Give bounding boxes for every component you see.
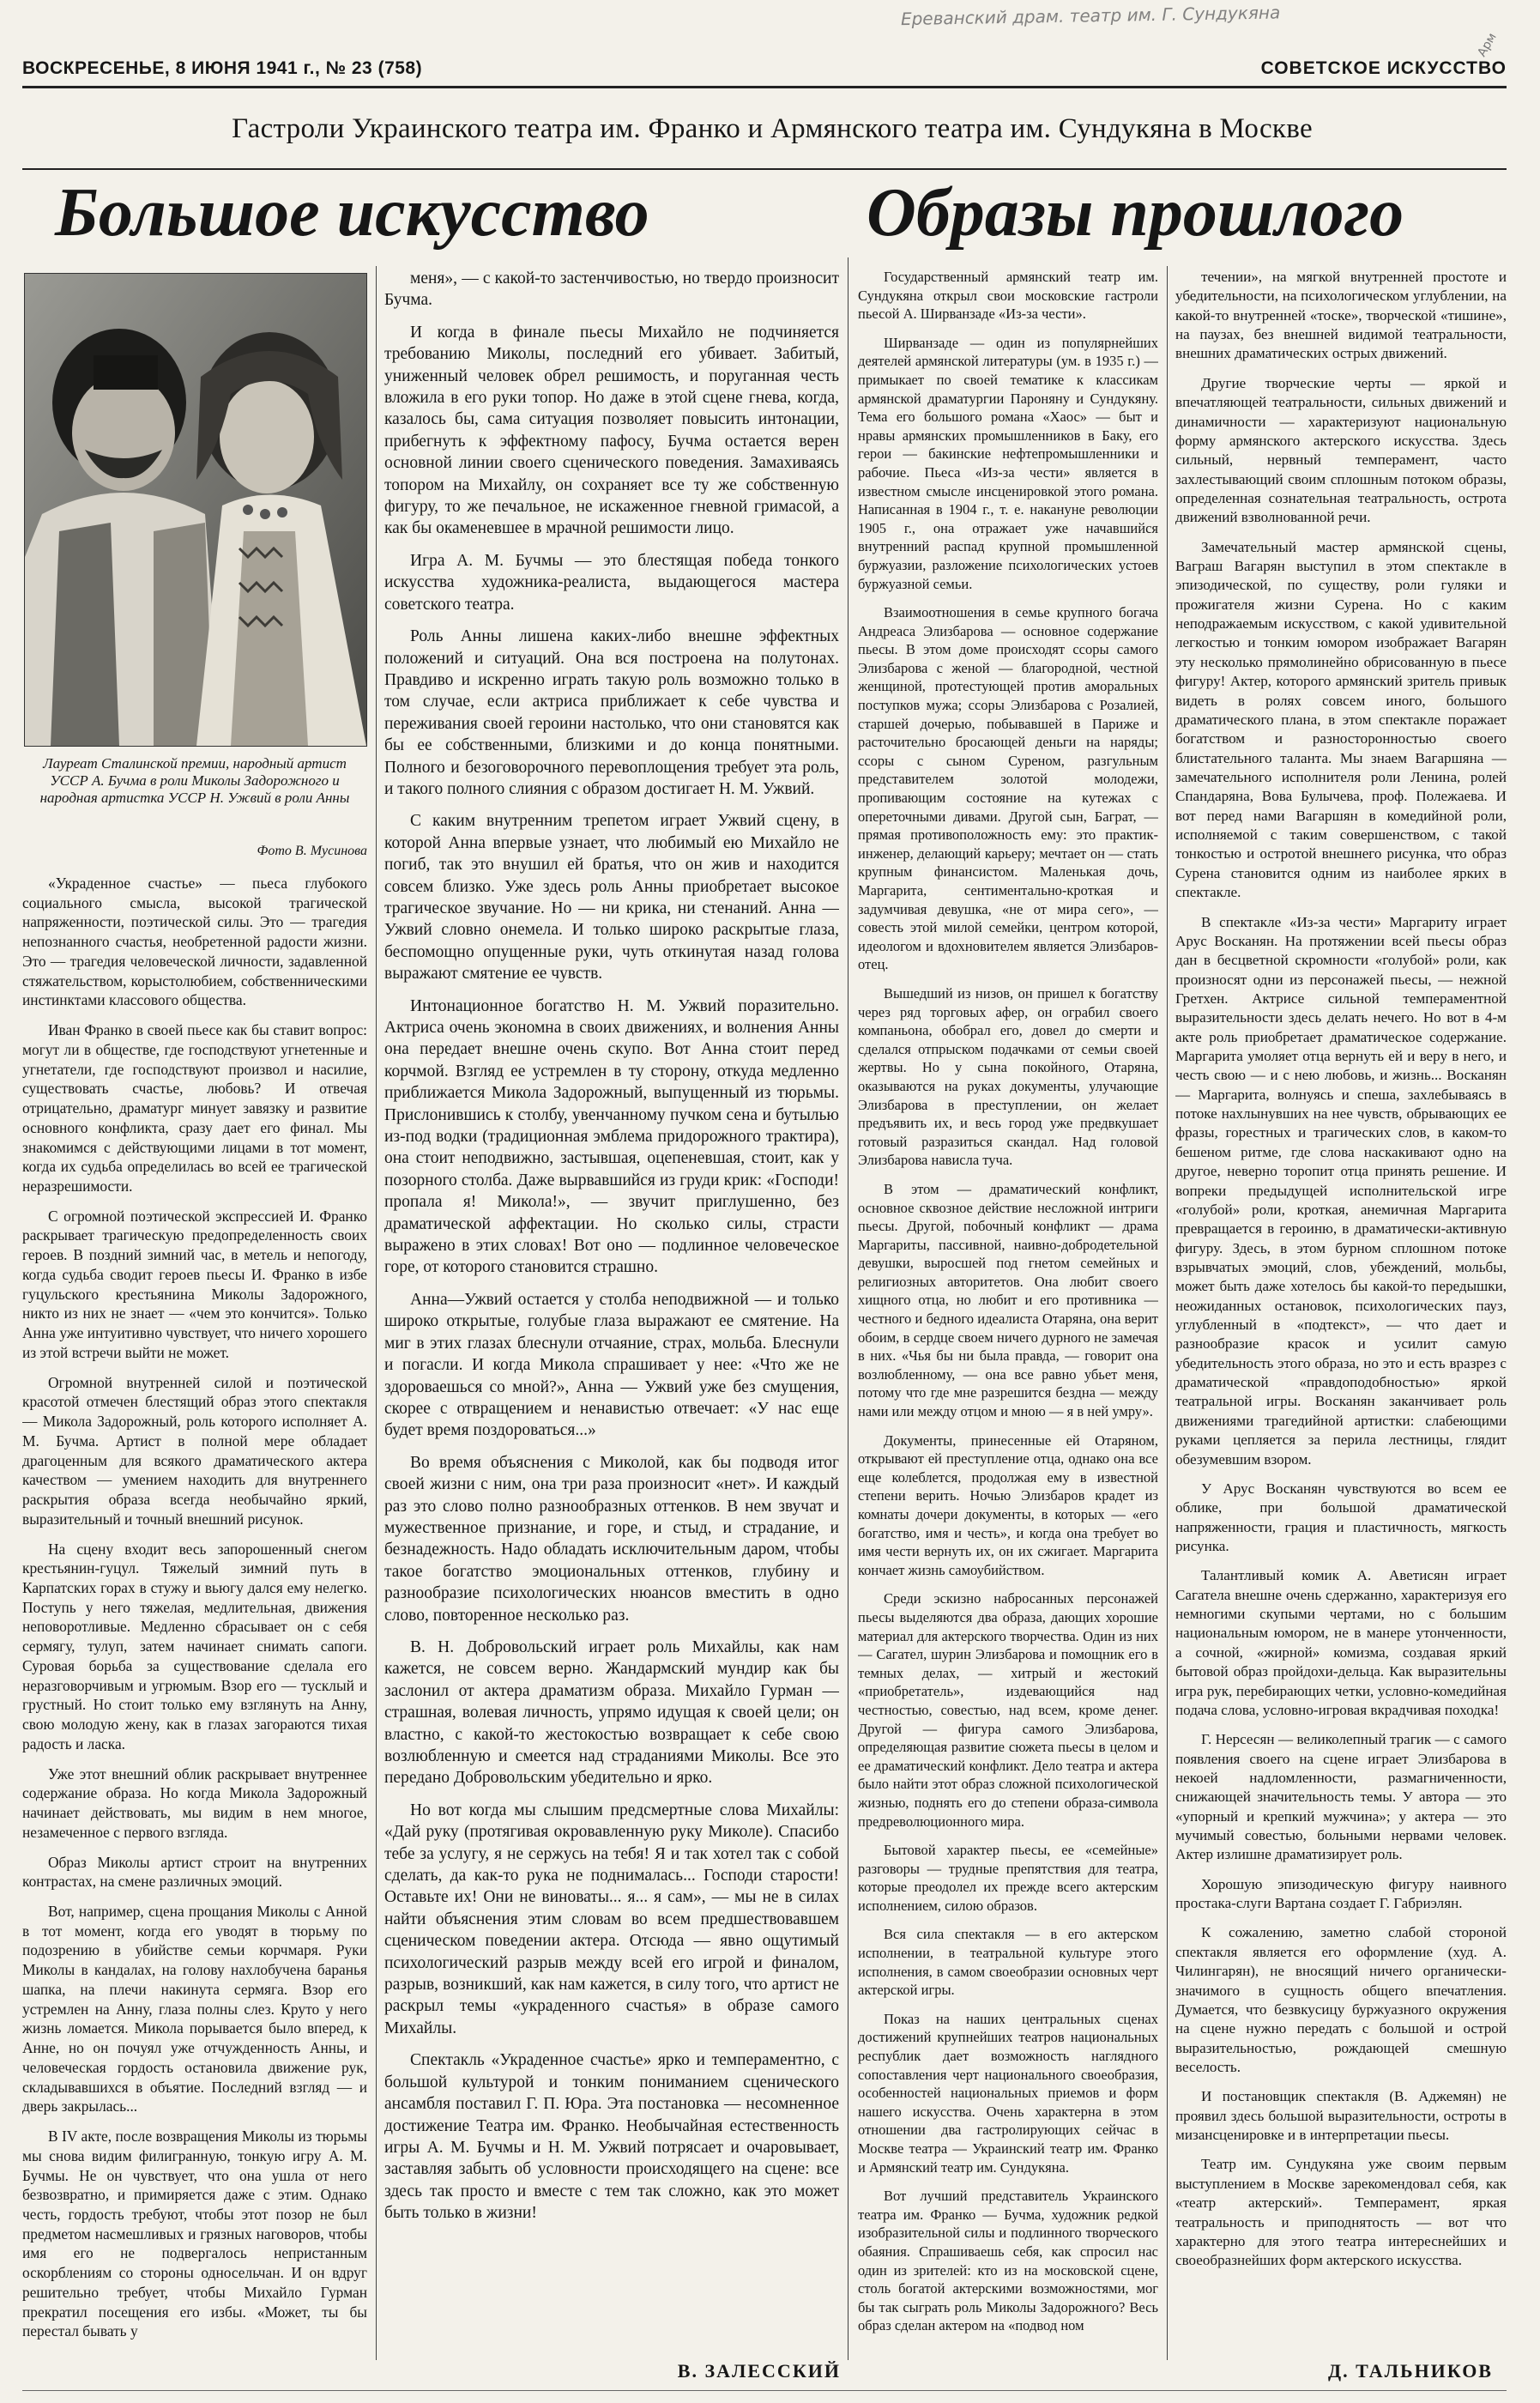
article-paragraph: Взаимоотношения в семье крупного богача Андреаса Элизбарова — основное содержание пьесы. В этом доме происходят ссоры самого Элизбарова с женой — благородной, честной женщиной, протестующей против аморальных поступков мужа; ссоры Элизбарова с Розалией, старшей дочерью, побывавшей в Париже и расточительно бросающей деньги на наряды; ссоры с сыном Суреном, разгульным представителем золотой молодежи, пропивающим состояние на кутежах с опереточными дивами. Другой сын, Баграт, — прямая противоположность ему: это практик-инженер, делающий карьеру; мечтает он — стать крупным финансистом. Маленькая дочь, Маргарита, сентиментально-кроткая и задумчивая девушка, «не от мира сего», — совесть этой милой семейки, центром которой, идеологом и вдохновителем является Элизбаров-отец.: [858, 604, 1158, 973]
article-paragraph: Талантливый комик А. Аветисян играет Сагатела внешне очень сдержанно, характеризуя его немногими скупыми чертами, но с большим национальным юмором, не в манере утонченности, а сочной, «жирной» комизма, создавая яркий бытовой образ пройдохи-дельца. Как выразительны игра рук, перебирающих четки, условно-комедийная подача слова, условно-игровая вкрадчивая походка!: [1175, 1567, 1507, 1718]
article-paragraph: С огромной поэтической экспрессией И. Франко раскрывает трагическую предопределенность своих героев. В поздний зимний час, в метель и непогоду, когда судьба сводит героев пьесы И. Франко в избе гуцульского крестьянина Миколы Задорожного, никто из них не знает — «чем это кончится». Только Анна уже интуитивно чувствует, что ничего хорошего из этой встречи выйти не может.: [22, 1207, 367, 1361]
article-paragraph: Уже этот внешний облик раскрывает внутреннее содержание образа. Но когда Микола Задорожный начинает действовать, мы видим в нем многое, незамеченное с первого взгляда.: [22, 1764, 367, 1841]
article-paragraph: «Украденное счастье» — пьеса глубокого социального смысла, высокой трагической напряженности, поэтической силы. Это — трагедия непознанного счастья, необретенной радости жизни. Это — трагедия человеческой личности, задавленной стяжательством, корыстолюбием, собственническими инстинктами классового общества.: [22, 875, 367, 1009]
article-divider: [848, 257, 849, 2360]
corner-stamp: Арм: [1475, 30, 1500, 59]
handwritten-note: Ереванский драм. театр им. Г. Сундукяна: [900, 2, 1281, 30]
article-paragraph: Образ Миколы артист строит на внутренних контрастах, на смене различных эмоций.: [22, 1853, 367, 1891]
author-signature-left: В. ЗАЛЕССКИЙ: [677, 2360, 841, 2382]
article-paragraph: Интонационное богатство Н. М. Ужвий поразительно. Актриса очень экономна в своих движениях, и волнения Анны она передает внешне очень скупо. Вот Анна стоит перед корчмой. Взгляд ее устремлен в ту сторону, откуда медленно приближается Микола Задорожный, выпущенный из тюрьмы. Прислонившись к столбу, увенчанному пучком сена и бутылью из-под водки (традиционная эмблема придорожного трактира), она стоит неподвижно, застывшая, оцепеневшая, стоит, как у позорного столба. Даже вырвавшийся из груди крик: «Господи! пропала я! Микола!», — звучит приглушенно, без драматической аффектации. Но сколько силы, страсти выражено в этих словах! Вот оно — подлинное человеческое горе, от которого становится страшно.: [384, 996, 839, 1277]
article-paragraph: Спектакль «Украденное счастье» ярко и темпераментно, с большой культурой и тонким пониманием сценического ансамбля поставил Г. П. Юра. Эта постановка — несомненное достижение Театра им. Франко. Необычайная естественность игры А. М. Бучмы и Н. М. Ужвий потрясает и очаровывает, заставляя забыть об условности происходящего на сцене: все здесь так просто и вместе с тем так сложно, как это может быть только в жизни!: [384, 2051, 839, 2223]
article-paragraph: На сцену входит весь запорошенный снегом крестьянин-гуцул. Тяжелый зимний путь в Карпатских горах в стужу и вьюгу дался ему нелегко. Поступь у него тяжелая, медлительная, движения неповоротливые. Медленно сбрасывает он с себя сермягу, тулуп, затем начинает снимать сапоги. Суровая борьба за существование сделала его неразговорчивым и угрюмым. Взор его — тусклый и грустный. Но стоит только ему взглянуть на Анну, свою молодую жену, как в глазах загораются тихая радость и ласка.: [22, 1540, 367, 1752]
article-paragraph: Театр им. Сундукяна уже своим первым выступлением в Москве зарекомендовал себя, как «театр актерский». Темперамент, яркая театральность и приподнятость — вот что характерно для этого театра интереснейших и своеобразнейших форм актерского искусства.: [1175, 2156, 1507, 2269]
article-paragraph: Хорошую эпизодическую фигуру наивного простака-слуги Вартана создает Г. Габриэлян.: [1175, 1875, 1507, 1912]
article-paragraph: И когда в финале пьесы Михайло не подчиняется требованию Миколы, последний его убивает. Забитый, униженный человек обрел решимость, и поруганная честь вложила в его руки топор. Но даже в этой сцене гнева, когда, казалось бы, сама ситуация позволяет повысить интонации, прибегнуть к эффектному пафосу, Бучма остается верен основной линии своего сценического поведения. Замахиваясь топором на Михайлу, он сохраняет все ту же собственную фигуру, то же печальное, не искаженное гневной гримасой, а как бы окаменевшее в мрачной решимости лицо.: [384, 323, 839, 538]
right-article-column-1: [858, 268, 1158, 2358]
article-paragraph: Документы, принесенные ей Отаряном, открывают ей преступление отца, однако она все еще колеблется, продолжая ему в известной степени верить. Ночью Элизбаров крадет из комнаты дочери документы, в которых — «его богатство, имя и честь», и когда она требует во имя чести вернуть их, он их сжигает. Маргарита кончает жизнь самоубийством.: [858, 1432, 1158, 1578]
article-paragraph: У Арус Восканян чувствуются во всем ее облике, при большой драматической напряженности, грация и пластичность, мягкость рисунка.: [1175, 1480, 1507, 1554]
article-paragraph: Вышедший из низов, он пришел к богатству через ряд торговых афер, он ограбил своего компаньона, обобрал его, довел до смерти и сделался отпрыском подачками от семьи своей жертвы. Но у сына покойного, Отаряна, оказываются на руках документы, улучающие Элизбарова в преступлении, он желает предъявить их, и весь город уже предвкушает готовый разразиться скандал. Над головой Элизбарова нависла туча.: [858, 984, 1158, 1169]
photo-caption: Лауреат Сталинской премии, народный артист УССР А. Бучма в роли Миколы Задорожного и народная артистка УССР Н. Ужвий в роли Анны: [39, 755, 350, 806]
article-paragraph: Показ на наших центральных сценах достижений крупнейших театров национальных республик дает возможность наглядного сопоставления черт национального своеобразия, особенностей национальных приемов и форм нашего искусства. Очень характерна в этом отношении два гастролирующих сейчас в Москве театра — Украинский театр им. Франко и Армянский театр им. Сундукяна.: [858, 2010, 1158, 2176]
article-paragraph: Г. Нерсесян — великолепный трагик — с самого появления своего на сцене играет Элизбарова в некоей надломленности, размагниченности, снижающей значительность темы. У автора — это «упорный и крепкий мужчина»; у актера — это мучимый совестью, больными нервами человек. Актер излишне драматизирует роль.: [1175, 1731, 1507, 1863]
column-rule: [376, 266, 377, 2360]
article-paragraph: Анна—Ужвий остается у столба неподвижной — и только широко открытые, голубые глаза выражают ее смятение. На миг в этих глазах блеснули отчаяние, страх, мольба. Блеснули и погасли. И когда Микола спрашивает у нее: «Что же не здороваешься со мной?», Анна — Ужвий уже без смущения, скорее с отвращением и ненавистью отвечает: «У нас еще будет время поздороваться...»: [384, 1290, 839, 1440]
footer-rule: [22, 2390, 1507, 2391]
photo-credit: Фото В. Мусинова: [257, 844, 367, 858]
left-article-column-2: [384, 268, 839, 2358]
article-paragraph: Вот, например, сцена прощания Миколы с Анной в тот момент, когда его уводят в тюрьму по подозрению в убийстве семьи корчмаря. Руки Миколы в кандалах, на голову нахлобучена баранья шапка, на плечи накинута сермяга. Взор его устремлен на Анну, глаза полны слез. Круто у него жизнь ломается. Микола порывается было вперед, к Анне, но он почуял уже отчужденность Анны, и человеческая гордость остановила движение рук, складывавшихся в объятие. Последний взгляд — и дверь закрылась...: [22, 1902, 367, 2115]
issue-date: ВОСКРЕСЕНЬЕ, 8 ИЮНЯ 1941 г., № 23 (758): [22, 58, 423, 78]
author-signature-right: Д. ТАЛЬНИКОВ: [1328, 2360, 1493, 2382]
article-paragraph: Бытовой характер пьесы, ее «семейные» разговоры — трудные препятствия для театра, которые преодолел их прежде всего актерским исполнением, силою образов.: [858, 1842, 1158, 1914]
article-paragraph: Вся сила спектакля — в его актерском исполнении, в театральной культуре этого исполнения, в самом своеобразии основных черт актерской игры.: [858, 1926, 1158, 1999]
article-paragraph: Роль Анны лишена каких-либо внешне эффектных положений и ситуаций. Она вся построена на полутонах. Правдиво и искренно играть такую роль возможно только в том случае, если актриса приближает к себе чувства и переживания своей героини настолько, что они становятся как бы ее собственными, близкими и до конца понятными. Полного и безоговорочного перевоплощения требует эта роль, и такого полного слияния с образом достигает Н. М. Ужвий.: [384, 627, 839, 798]
right-article-column-2: [1175, 268, 1507, 2358]
paper-name: СОВЕТСКОЕ ИСКУССТВО: [1260, 58, 1507, 78]
article-paragraph: Игра А. М. Бучмы — это блестящая победа тонкого искусства художника-реалиста, выдающегося мастера советского театра.: [384, 551, 839, 614]
article-paragraph: В спектакле «Из-за чести» Маргариту играет Арус Восканян. На протяжении всей пьесы образ дан в бесцветной скромности «голубой» роли, как произносят одни из персонажей пьесы, — нежной Гретхен. Актрисе сильной темпераментной выразительности здесь делать нечего. Но вот в 4-м акте роль приобретает драматическое содержание. Маргарита умоляет отца вернуть ей и веру в него, и честь свою — и с нею любовь, и жизнь... Восканян — Маргарита, волнуясь и спеша, захлебываясь в потоке нахлынувших на нее чувств, обрывающих ее фразы, горестных и трагических слов, в каком-то бешеном ритме, где слова наскакивают одно на другое, неверно торопит отца принять решение. И вопреки предыдущей исполнительской игре «голубой» роли, кроткая, анемичная Маргарита превращается в героиню, в драматически-активную фигуру. Здесь, в этом бурном сплошном потоке взрывчатых эмоций, слов, убеждений, мольбы, может быть даже хотелось бы какой-то передышки, неожиданных остановок, психологических пауз, углубленный в «подтекст», — что дает и разнообразие красок и усилит самую убедительность этого образа, но это и есть вразрез с драматической «правдоподобностью» яркой театральной игры. Восканян заканчивает роль движениями трагедийной артистки: слабеющими руками цепляется за перила лестницы, глядит обезумевшим взором.: [1175, 913, 1507, 1468]
column-rule: [1167, 266, 1168, 2360]
article-paragraph: Другие творческие черты — яркой и впечатляющей театральности, сильных движений и динамичности — характеризуют национальную форму армянского актерского искусства. Здесь сильный, нервный темперамент, часто захлестывающий своим сплошным потоком образы, определенная сознательная театральность, острота движений взволнованной речи.: [1175, 374, 1507, 526]
article-paragraph: Огромной внутренней силой и поэтической красотой отмечен блестящий образ этого спектакля — Микола Задорожный, роль которого исполняет А. М. Бучма. Артист в полной мере обладает драгоценным для всякого драматического актера качеством — умением находить для внутреннего раскрытия образа всегда необычайно яркий, выразительный и точный внешний рисунок.: [22, 1373, 367, 1528]
article-paragraph: Ширванзаде — один из популярнейших деятелей армянской литературы (ум. в 1935 г.) — примыкает по своей тематике к классикам армянской драматургии Пароняну и Сундукяну. Тема его большого романа «Хаос» — быт и нравы армянских промышленников в Баку, его герои — бакинские нефтепромышленники и рабочие. Пьеса «Из-за чести» является в известном смысле инсценировкой этого романа. Написанная в 1904 г., т. е. накануне революции 1905 г., она отражает уже начавшийся внутренний распад крупной промышленной буржуазии, разложение психологических устоев буржуазной семьи.: [858, 334, 1158, 592]
article-paragraph: С каким внутренним трепетом играет Ужвий сцену, в которой Анна впервые узнает, что любимый ею Михайло не погиб, так это внушил ей братья, что он жив и находится совсем близко. Уже здесь роль Анны приобретает высокое трагическое звучание. Но — ни крика, ни стенаний. Анна — Ужвий словно онемела. И только широко раскрытые глаза, беспомощно опущенные руки, чуть откинутая назад голова выражают смятение ее чувств.: [384, 812, 839, 984]
right-headline: Образы прошлого: [867, 175, 1404, 251]
banner-divider: [22, 168, 1507, 170]
article-paragraph: Государственный армянский театр им. Сундукяна открыл свои московские гастроли пьесой А. Ширванзаде «Из-за чести».: [858, 269, 1158, 323]
left-article-column-1: [22, 874, 367, 2364]
article-paragraph: меня», — с какой-то застенчивостью, но твердо произносит Бучма.: [384, 269, 839, 310]
article-paragraph: Иван Франко в своей пьесе как бы ставит вопрос: могут ли в обществе, где господствуют угнетенные и угнетатели, где господствуют произвол и насилие, существовать счастье, любовь? И отвечая отрицательно, драматург минует завязку и развитие основного конфликта, сразу дает его финал. Мы знакомимся с действующими лицами в тот момент, когда их судьба определилась во всей ее трагической неразрешимости.: [22, 1021, 367, 1195]
article-paragraph: Но вот когда мы слышим предсмертные слова Михайлы: «Дай руку (протягивая окровавленную руку Миколе). Спасибо тебе за услугу, я не сержусь на тебя! Я и так хотел так с собой сделать, да как-то рука не поднималась... Господи старости! Оставьте их! Они не виноваты... я... я сам», — мы не в силах найти объяснения этим словам во всем предшествовавшем сценическом поведении актера. Отсюда — явно ощутимый психологический разрыв между всей его игрой и финалом, разрыв, возникший, как нам кажется, в силу того, что артист не раскрыл темы «украденного счастья» в образе самого Михайлы.: [384, 1801, 839, 2037]
article-paragraph: течении», на мягкой внутренней простоте и убедительности, на психологическом углублении, на какой-то внутренней «тоске», творческой «тишине», на паузах, без внешней видимой театральности, внешних драматических острых движений.: [1175, 269, 1507, 362]
article-paragraph: И постановщик спектакля (В. Аджемян) не проявил здесь большой выразительности, остроты в мизансценировке и в интерпретации пьесы.: [1175, 2088, 1507, 2144]
left-headline: Большое искусство: [55, 175, 649, 251]
article-paragraph: В IV акте, после возвращения Миколы из тюрьмы мы снова видим филигранную, тонкую игру А. М. Бучмы. Не он чувствует, что она ушла от него безвозвратно, и примиряется даже с этим. Однако честь, гордость требуют, чтобы этот позор не был предметом насмешливых и грязных наговоров, чтобы имя его не подвергалось непристанным оскорблениям со стороны односельчан. И он вдруг решительно требует, чтобы Михайло Гурман прекратил посещения его избы. «Может, ты бы перестал бывать у: [22, 2128, 367, 2340]
article-paragraph: Среди эскизно набросанных персонажей пьесы выделяются два образа, дающих хорошие материал для актерского творчества. Один из них — Сагател, шурин Элизбарова и помощник его в темных делах, — хитрый и жестокий «приобретатель», издевающийся над честностью, совестью, над всем, кроме денег. Другой — фигура самого Элизбарова, определяющая развитие сюжета пьесы в целом и ее драматический конфликт. Дело театра и актера было найти этот образ сложной психологической жизнью, поднять его до степени образа-символа предреволюционного мира.: [858, 1590, 1158, 1830]
section-banner: Гастроли Украинского театра им. Франко и Армянского театра им. Сундукяна в Москве: [232, 113, 1313, 144]
article-paragraph: Замечательный мастер армянской сцены, Ваграш Вагарян выступил в этом спектакле в эпизодической, по существу, роли гуляки и прожигателя жизни Сурена. Но с каким неподражаемым искусством, с какой удивительной легкостью и тонким юмором изображает Вагарян эту несколько прямолинейно обрисованную в пьесе фигуру! Актер, которого армянский зритель привык видеть в ролях совсем иного, большого драматического плана, в этом спектакле поражает богатством и разносторонностью своего блистательного таланта. Мы знаем Вагаршяна — замечательного исполнителя роли Ленина, ролей Спандаряна, Вова Булычева, проф. Полежаева. И вот перед нами Вагаршян в комедийной роли, исполняемой с таким совершенством, с такой тонкостью и остротой внешнего рисунка, что образ Сурена становится одним из наиболее ярких в спектакле.: [1175, 538, 1507, 901]
article-paragraph: В этом — драматический конфликт, основное сквозное действие несложной интриги пьесы. Другой, побочный конфликт — драма Маргариты, пассивной, наивно-добродетельной девушки, выросшей под гнетом семейных и религиозных авторитетов. Она любит своего хищного отца, но любит и его противника — честного и бедного идеалиста Отаряна, она верит обоим, в сердце своем ничего дурного не замечая в них. «Чья бы ни была правда, — говорит она возлюбленному, — она все равно убьет меня, потому что где мне разрешится бездна — между нами или между отцом и мною — я в ней умру».: [858, 1180, 1158, 1420]
masthead: [22, 50, 1507, 88]
article-paragraph: В. Н. Добровольский играет роль Михайлы, как нам кажется, не совсем верно. Жандармский мундир как бы заслонил от актера драматизм образа. Михайло Гурман — страшная, волевая личность, упрямо идущая к своей цели; он властно, с какой-то жестокостью возвращает к себе свою возлюбленную и смеется над страданиями Миколы. Все это передано Добровольским убедительно и ярко.: [384, 1637, 839, 1788]
article-paragraph: К сожалению, заметно слабой стороной спектакля является его оформление (худ. А. Чилингарян), не вносящий ничего органически-значимого в сущность общего впечатления. Думается, что безвкусицу буржуазного окружения на сцене нужно передать с большой и острой выразительностью, рождающей смешную веселость.: [1175, 1924, 1507, 2075]
article-paragraph: Во время объяснения с Миколой, как бы подводя итог своей жизни с ним, она три раза произносит «нет». И каждый раз это слово полно разнообразных оттенков. В нем звучат и мужественное признание, и горе, и стыд, и страдание, и безнадежность. Надо обладать исключительным даром, чтобы такое богатство эмоциональных оттенков, глубину и разнообразие психологических нюансов вместить в одно слово, повторенное несколько раз.: [384, 1453, 839, 1625]
actors-photo: [24, 273, 367, 747]
photo-illustration: [25, 274, 366, 746]
article-paragraph: Вот лучший представитель Украинского театра им. Франко — Бучма, художник редкой изобразительной силы и подлинного творческого обаяния. Спрашиваешь себя, как спросил нас один из зрителей: кто из на московской сцене, столь богатой актерскими возможностями, мог бы так сыграть роль Миколы Задорожного? Весь образ сделан актером на «подвод ном: [858, 2188, 1158, 2334]
